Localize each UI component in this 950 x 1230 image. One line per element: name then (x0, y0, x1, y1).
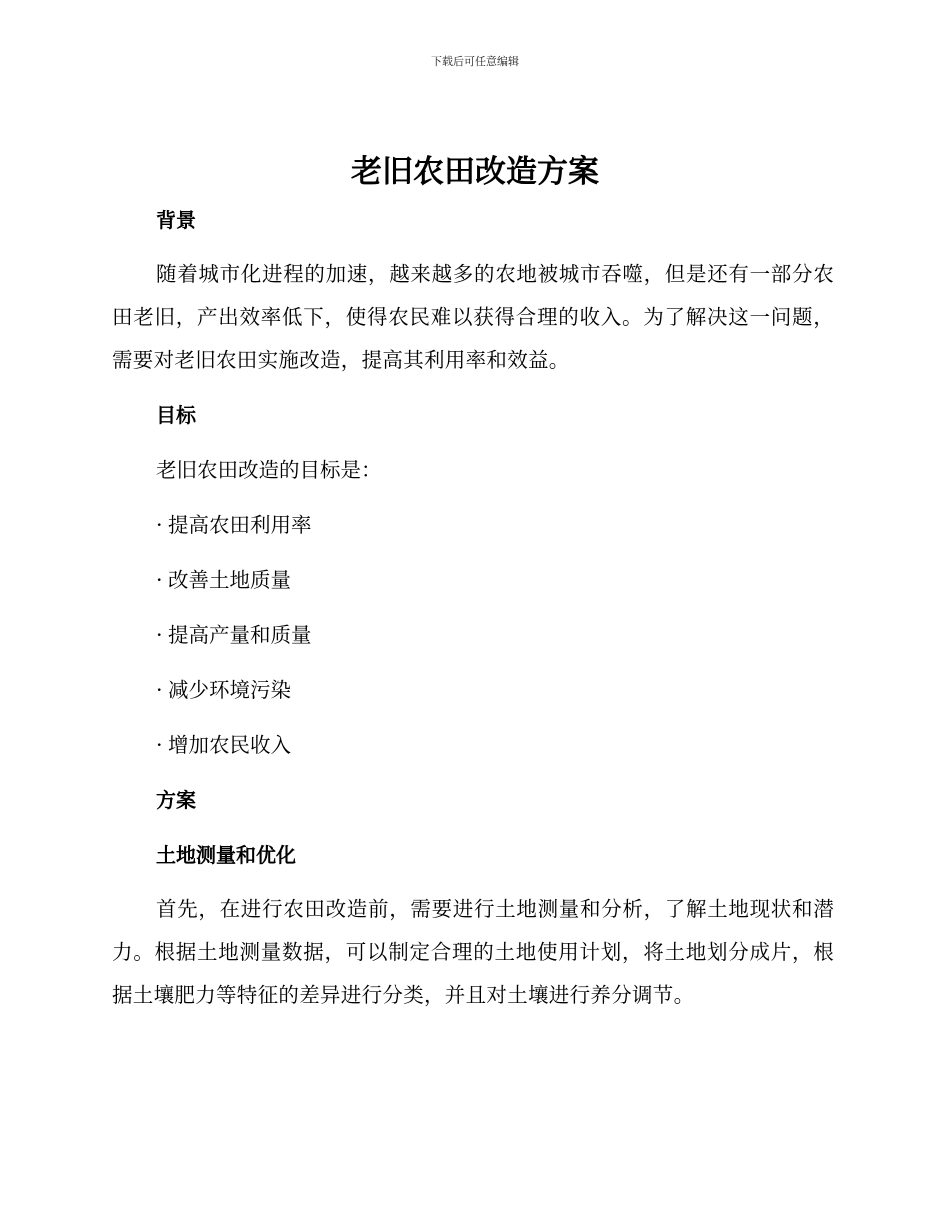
bullet-icon: · (156, 623, 163, 647)
goal-item-text: 增加农民收入 (168, 733, 291, 757)
section-heading-goals: 目标 (156, 403, 196, 427)
section-heading-background: 背景 (156, 208, 196, 232)
list-item (112, 503, 834, 547)
spacer (112, 492, 834, 503)
bullet-icon: · (156, 678, 163, 702)
list-item (112, 558, 834, 602)
bullet-icon: · (156, 568, 163, 592)
land-survey-paragraph: 首先，在进行农田改造前，需要进行土地测量和分析，了解土地现状和潜力。根据土地测量数据，可以制定合理的土地使用计划，将土地划分成片，根据土壤肥力等特征的差异进行分类，并且对土壤进行养分调节。 (112, 897, 834, 1007)
document-title: 老旧农田改造方案 (351, 154, 599, 190)
spacer (112, 242, 834, 253)
goal-item-text: 减少环境污染 (168, 678, 291, 702)
subsection-heading-land-survey: 土地测量和优化 (156, 843, 296, 867)
background-paragraph: 随着城市化进程的加速，越来越多的农地被城市吞噬，但是还有一部分农田老旧，产出效率低下，使得农民难以获得合理的收入。为了解决这一问题，需要对老旧农田实施改造，提高其利用率和效益。 (112, 262, 834, 372)
document-body (112, 198, 834, 1017)
goal-item-text: 改善土地质量 (168, 568, 291, 592)
goals-list (112, 503, 834, 767)
spacer (112, 382, 834, 393)
list-item (112, 668, 834, 712)
list-item (112, 613, 834, 657)
bullet-icon: · (156, 513, 163, 537)
spacer (112, 822, 834, 833)
section-heading-plan: 方案 (156, 788, 196, 812)
goal-item-text: 提高产量和质量 (168, 623, 312, 647)
spacer (112, 767, 834, 778)
bullet-icon: · (156, 733, 163, 757)
goals-intro: 老旧农田改造的目标是： (156, 458, 382, 482)
list-item (112, 723, 834, 767)
goal-item-text: 提高农田利用率 (168, 513, 312, 537)
spacer (112, 437, 834, 448)
spacer (112, 877, 834, 888)
page-header-note: 下载后可任意编辑 (431, 55, 519, 68)
